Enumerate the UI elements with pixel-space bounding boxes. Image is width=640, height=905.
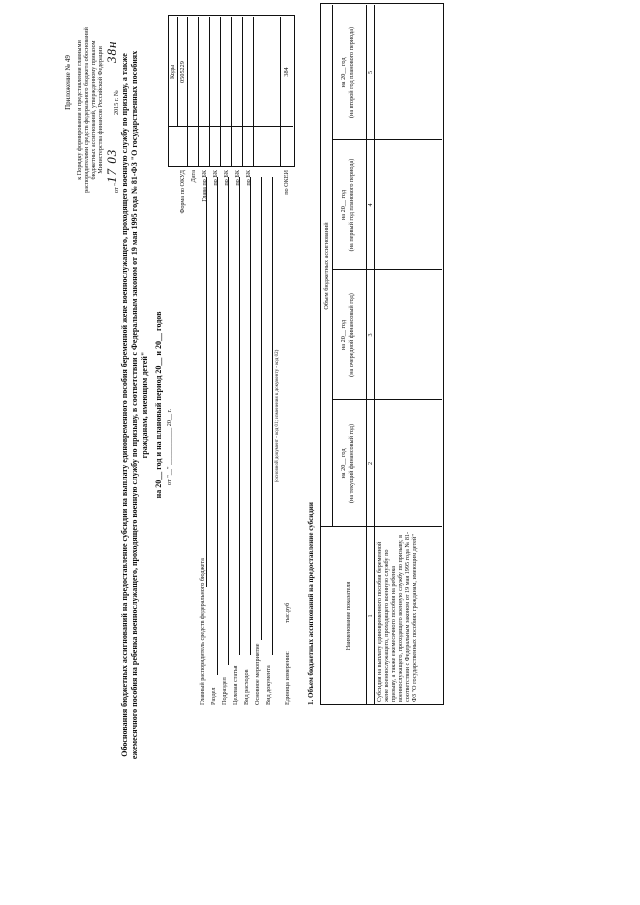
col-4-note: (на первый год планового периода) bbox=[348, 158, 355, 252]
unit-value: тыс.руб bbox=[284, 602, 291, 623]
unit-label: Единица измерения: bbox=[284, 651, 291, 705]
document-period: на 20__ год и на плановый период 20__ и 20__ годов bbox=[154, 311, 163, 499]
appendix-line-2: распорядителями средств федерального бюджета обоснований bbox=[83, 27, 90, 193]
section-heading: 1. Объем бюджетных ассигнований на предоставление субсидии bbox=[307, 502, 315, 705]
field-document-type: Вид документа bbox=[265, 665, 272, 705]
order-number-stamp: 38н bbox=[104, 40, 119, 63]
chapter-bk-label: Глава по БК bbox=[201, 170, 208, 202]
field-main-manager: Главный распорядитель средств федерального бюджета bbox=[199, 558, 206, 705]
col-number-4: 4 bbox=[367, 203, 374, 207]
order-date-prefix: от " bbox=[113, 183, 120, 193]
col-number-2: 2 bbox=[367, 461, 374, 466]
col-header-volume: Объем бюджетных ассигнований bbox=[323, 222, 330, 310]
okei-code: 384 bbox=[283, 67, 290, 77]
row-text-line-2: жене военнослужащего, проходящего военную службу по bbox=[383, 549, 390, 702]
col-number-3: 3 bbox=[367, 333, 374, 337]
col-number-1: 1 bbox=[367, 614, 374, 618]
col-number-5: 5 bbox=[367, 70, 374, 75]
document-title-line-3: гражданам, имеющим детей" bbox=[140, 351, 149, 459]
col-2-note: (на текущий финансовый год) bbox=[348, 423, 355, 504]
col-3-note: (на очередной финансовый год) bbox=[348, 293, 355, 377]
row-text-line-6: ФЗ "О государственных пособиях гражданам, имеющим детей" bbox=[411, 534, 418, 702]
col-header-indicator: Наименование показателя bbox=[345, 581, 352, 651]
appendix-number: Приложение № 49 bbox=[64, 55, 72, 110]
field-subsection: Подраздел bbox=[221, 677, 228, 705]
row-text-line-3: призыву, а также ежемесячного пособия на ребенка bbox=[390, 565, 397, 702]
order-date-stamp: 17 03 bbox=[104, 148, 119, 183]
row-text-line-5: соответствии с Федеральным законом от 19 мая 1995 года № 81- bbox=[404, 531, 411, 702]
col-2-year: на 20__ год bbox=[340, 448, 347, 479]
field-main-event: Основное мероприятие bbox=[254, 643, 261, 705]
section-bk-label: по БК bbox=[212, 170, 219, 186]
col-4-year: на 20__ год bbox=[340, 190, 347, 220]
col-3-year: на 20__ год bbox=[340, 320, 347, 350]
document-type-hint: (основной документ - код 01; изменения к документу - код 02) bbox=[275, 349, 280, 483]
date-line: от "__" ____________ 20__ г. bbox=[166, 408, 173, 485]
expense-bk-label: по БК bbox=[245, 170, 252, 186]
okei-label: по ОКЕИ bbox=[283, 170, 290, 195]
appendix-line-1: к Порядку формирования и представления главными bbox=[76, 40, 83, 180]
document-title-line-2: ежемесячного пособия на ребенка военнослужащего, проходящего военную службу по призыву, в соответствии с Федеральным законом от 19 мая 1995 года № 81-ФЗ "О государственных пособиях bbox=[130, 50, 139, 760]
okud-label: Форма по ОКУД bbox=[179, 170, 186, 214]
date-label: Дата bbox=[190, 170, 197, 183]
field-target-item: Целевая статья bbox=[232, 665, 239, 705]
order-year: 2015 г. № bbox=[113, 90, 120, 115]
col-5-year: на 20__ год bbox=[340, 57, 347, 88]
okud-code: 0505229 bbox=[179, 61, 186, 83]
codes-header: Коды bbox=[169, 64, 176, 80]
field-expense-type: Вид расходов bbox=[243, 669, 250, 705]
appendix-line-4: Министерства финансов Российской Федерации bbox=[97, 46, 104, 174]
document-title-line-1: Обоснования бюджетных ассигнований на предоставление субсидии на выплату единовременного пособия беременной жене военнослужащего, проходящего военную службу по призыву, а также bbox=[120, 53, 129, 757]
appendix-line-3: бюджетных ассигнований, утвержденному приказом bbox=[90, 40, 97, 180]
row-text-line-1: Субсидия на выплату единовременного пособия беременной bbox=[376, 541, 383, 702]
subsection-bk-label: по БК bbox=[223, 170, 230, 186]
col-5-note: (на второй год планового периода) bbox=[348, 26, 355, 119]
field-section: Раздел bbox=[210, 687, 217, 705]
target-bk-label: по БК bbox=[234, 170, 241, 186]
row-text-line-4: военнослужащего, проходящего военную службу по призыву, в bbox=[397, 534, 404, 702]
